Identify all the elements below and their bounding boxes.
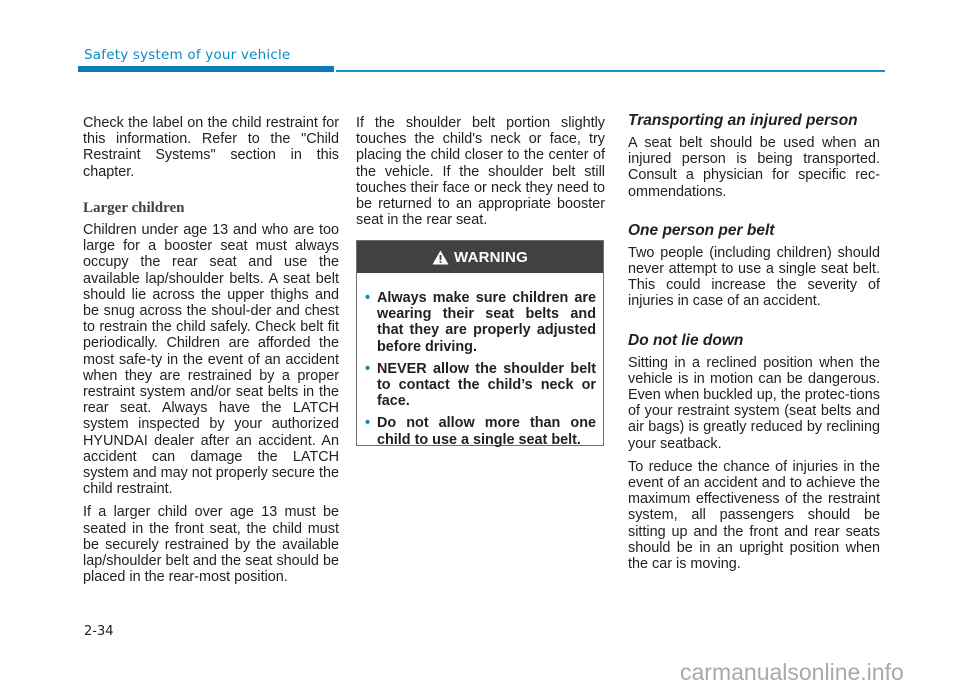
warning-item-text: NEVER allow the shoulder belt to contact the child’s neck or face. [377, 360, 596, 410]
one-person-per-belt-paragraph: Two people (including children) should never attempt to use a single seat belt. This could increase the severity of injuries in case of an accident. [628, 244, 880, 310]
transporting-injured-heading: Transporting an injured person [628, 112, 858, 129]
do-not-lie-down-paragraph-1: Sitting in a reclined position when the vehicle is in motion can be dangerous. Even when buckled up, the protec-tions of your restraint system (seat belts and air bags) is greatly reduced by reclining your seatback. [628, 354, 880, 452]
warning-item-text: Always make sure children are wearing their seat belts and that they are properly adjusted before driving. [377, 290, 596, 355]
shoulder-belt-paragraph: If the shoulder belt portion slightly touches the child's neck or face, try placing the child closer to the center of the vehicle. If the shoulder belt still touches their face or neck they need to be returned to an appropriate booster seat in the rear seat. [356, 115, 605, 229]
one-person-per-belt-heading: One person per belt [628, 221, 775, 239]
bullet-icon: • [365, 290, 371, 306]
warning-list [357, 273, 603, 448]
warning-item [365, 290, 596, 355]
warning-header [357, 241, 603, 273]
warning-box [356, 240, 604, 446]
column-3 [628, 112, 880, 579]
larger-children-paragraph-2: If a larger child over age 13 must be seated in the front seat, the child must be securely restrained by the available lap/shoulder belt and the seat should be placed in the rear-most position. [83, 504, 339, 586]
page-number: 2-34 [84, 624, 114, 639]
bullet-icon: • [365, 415, 371, 432]
intro-paragraph: Check the label on the child restraint for this information. Refer to the "Child Restraint Systems" section in this chapter. [83, 115, 339, 180]
do-not-lie-down-paragraph-2: To reduce the chance of injuries in the event of an accident and to achieve the maximum effectiveness of the restraint system, all passengers should be sitting up and the front and rear seats should be in an upright position when the car is moving. [628, 458, 880, 573]
larger-children-heading: Larger children [83, 199, 185, 216]
warning-triangle-icon [432, 250, 449, 265]
transporting-injured-paragraph: A seat belt should be used when an injured person is being transported. Consult a physician for specific rec-ommendations. [628, 135, 880, 200]
warning-item [365, 361, 596, 410]
column-2 [356, 115, 605, 235]
warning-item-text: Do not allow more than one child to use a single seat belt. [377, 415, 596, 448]
header-bar-thin [336, 70, 885, 72]
watermark: carmanualsonline.info [680, 659, 904, 685]
column-1 [83, 115, 339, 592]
section-header-title: Safety system of your vehicle [84, 47, 291, 63]
warning-title: WARNING [454, 248, 528, 266]
do-not-lie-down-heading: Do not lie down [628, 331, 744, 349]
warning-item [365, 415, 596, 447]
header-bar-thick [78, 66, 334, 72]
larger-children-paragraph-1: Children under age 13 and who are too large for a booster seat must always occupy the rear seat and use the available lap/shoulder belts. A seat belt should lie across the upper thighs and be snug across the shoul-der and chest to restrain the child safely. Check belt fit periodically. Children are afforded the most safe-ty in the event of an accident when they are restrained by a proper restraint system and/or seat belts in the rear seat. Always have the LATCH system inspected by your authorized HYUNDAI dealer after an accident. An accident can damage the LATCH system and may not properly secure the child restraint. [83, 222, 339, 498]
bullet-icon: • [365, 360, 371, 377]
